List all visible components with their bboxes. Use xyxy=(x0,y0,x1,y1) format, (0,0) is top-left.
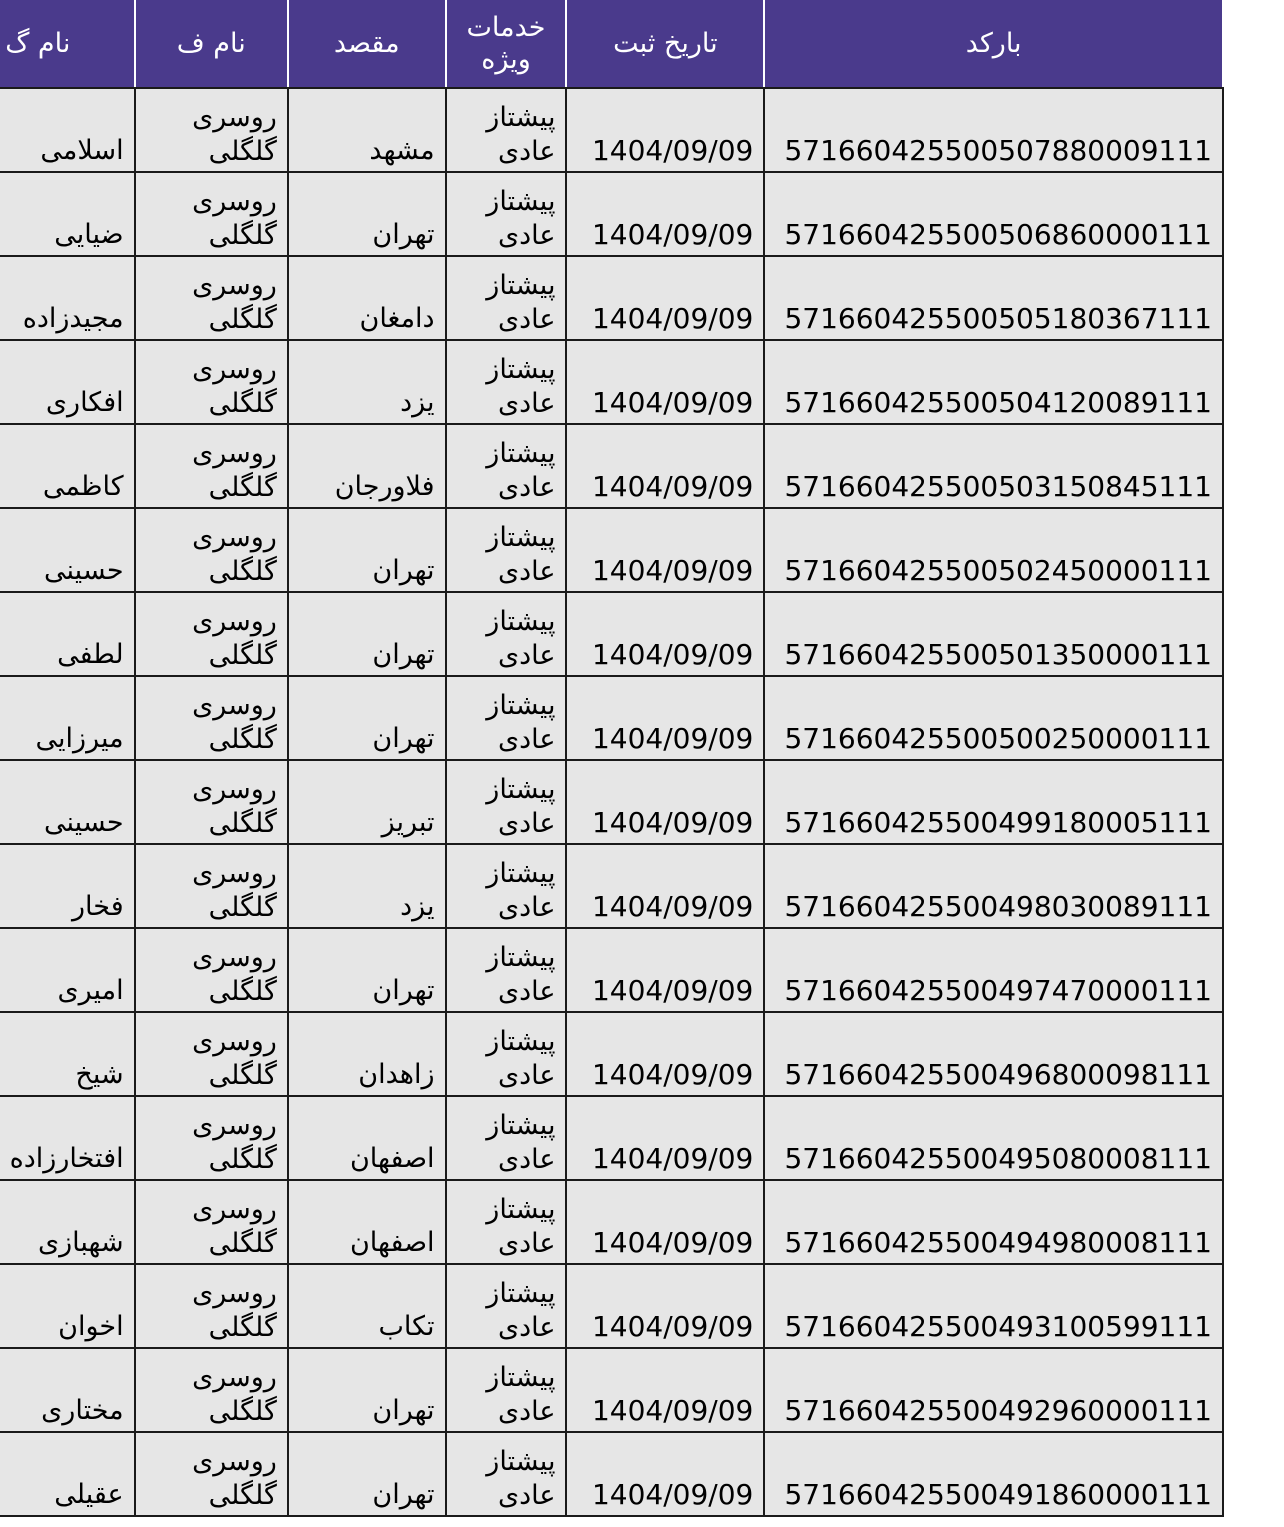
last-name-cell[interactable]: میرزایی xyxy=(0,676,135,760)
first-name-line: روسری xyxy=(192,1194,277,1225)
service-line: پیشتاز xyxy=(486,1194,556,1225)
first-name-line: گلگلی xyxy=(208,304,277,335)
barcode-cell[interactable]: 571660425500491860000111 xyxy=(764,1432,1223,1516)
destination-cell[interactable]: زاهدان xyxy=(288,1012,446,1096)
service-line: پیشتاز xyxy=(486,942,556,973)
first-name-line: گلگلی xyxy=(208,640,277,671)
service-cell[interactable] xyxy=(446,1096,567,1180)
header-first-name[interactable]: نام ف xyxy=(135,0,288,88)
service-cell[interactable] xyxy=(446,1180,567,1264)
first-name-line: گلگلی xyxy=(208,1396,277,1427)
table-row xyxy=(0,676,1223,760)
first-name-cell[interactable] xyxy=(135,1180,288,1264)
service-line: عادی xyxy=(497,892,556,923)
service-line: پیشتاز xyxy=(486,858,556,889)
table-row xyxy=(0,1096,1223,1180)
date-cell[interactable]: 1404/09/09 xyxy=(566,508,764,592)
last-name-cell[interactable]: امیری xyxy=(0,928,135,1012)
last-name-cell[interactable]: شهبازی xyxy=(0,1180,135,1264)
destination-cell[interactable]: تکاب xyxy=(288,1264,446,1348)
date-cell[interactable]: 1404/09/09 xyxy=(566,760,764,844)
first-name-cell[interactable] xyxy=(135,592,288,676)
first-name-line: روسری xyxy=(192,858,277,889)
service-line: پیشتاز xyxy=(486,354,556,385)
destination-cell[interactable]: یزد xyxy=(288,340,446,424)
date-cell[interactable]: 1404/09/09 xyxy=(566,592,764,676)
service-line: پیشتاز xyxy=(486,690,556,721)
barcode-cell[interactable]: 571660425500497470000111 xyxy=(764,928,1223,1012)
destination-cell[interactable]: تهران xyxy=(288,592,446,676)
service-line: پیشتاز xyxy=(486,522,556,553)
service-cell[interactable] xyxy=(446,928,567,1012)
date-cell[interactable]: 1404/09/09 xyxy=(566,844,764,928)
service-line: عادی xyxy=(497,1228,556,1259)
first-name-line: روسری xyxy=(192,522,277,553)
first-name-line: روسری xyxy=(192,270,277,301)
first-name-cell[interactable] xyxy=(135,1096,288,1180)
date-cell[interactable]: 1404/09/09 xyxy=(566,1264,764,1348)
last-name-cell[interactable]: عقیلی xyxy=(0,1432,135,1516)
first-name-line: گلگلی xyxy=(208,724,277,755)
service-cell[interactable] xyxy=(446,844,567,928)
destination-cell[interactable]: تهران xyxy=(288,508,446,592)
first-name-line: روسری xyxy=(192,1362,277,1393)
first-name-line: روسری xyxy=(192,1278,277,1309)
barcode-cell[interactable]: 571660425500503150845111 xyxy=(764,424,1223,508)
header-last-name[interactable]: نام گ xyxy=(0,0,135,88)
service-line: عادی xyxy=(497,808,556,839)
table-row xyxy=(0,1432,1223,1516)
last-name-cell[interactable]: حسینی xyxy=(0,508,135,592)
last-name-cell[interactable]: مختاری xyxy=(0,1348,135,1432)
first-name-line: گلگلی xyxy=(208,1480,277,1511)
first-name-line: گلگلی xyxy=(208,1228,277,1259)
destination-cell[interactable]: تهران xyxy=(288,172,446,256)
barcode-cell[interactable]: 571660425500501350000111 xyxy=(764,592,1223,676)
last-name-cell[interactable]: اسلامی xyxy=(0,88,135,172)
service-line: عادی xyxy=(497,388,556,419)
last-name-cell[interactable]: لطفی xyxy=(0,592,135,676)
first-name-line: روسری xyxy=(192,438,277,469)
destination-cell[interactable]: اصفهان xyxy=(288,1180,446,1264)
first-name-line: روسری xyxy=(192,1026,277,1057)
date-cell[interactable]: 1404/09/09 xyxy=(566,88,764,172)
first-name-line: گلگلی xyxy=(208,220,277,251)
service-line: پیشتاز xyxy=(486,774,556,805)
first-name-line: روسری xyxy=(192,942,277,973)
date-cell[interactable]: 1404/09/09 xyxy=(566,676,764,760)
header-row xyxy=(0,0,1223,88)
last-name-cell[interactable]: حسینی xyxy=(0,760,135,844)
destination-cell[interactable]: اصفهان xyxy=(288,1096,446,1180)
first-name-line: روسری xyxy=(192,1110,277,1141)
first-name-line: گلگلی xyxy=(208,556,277,587)
service-line: عادی xyxy=(497,304,556,335)
first-name-cell[interactable] xyxy=(135,676,288,760)
table-row xyxy=(0,256,1223,340)
first-name-line: گلگلی xyxy=(208,136,277,167)
service-line: پیشتاز xyxy=(486,606,556,637)
table-row xyxy=(0,592,1223,676)
barcode-cell[interactable]: 571660425500496800098111 xyxy=(764,1012,1223,1096)
header-special-services[interactable]: خدمات ویژه xyxy=(446,0,567,88)
service-cell[interactable] xyxy=(446,1012,567,1096)
table-row xyxy=(0,1180,1223,1264)
service-cell[interactable] xyxy=(446,340,567,424)
date-cell[interactable]: 1404/09/09 xyxy=(566,256,764,340)
first-name-cell[interactable] xyxy=(135,844,288,928)
last-name-cell[interactable]: شیخ xyxy=(0,1012,135,1096)
service-line: عادی xyxy=(497,472,556,503)
service-cell[interactable] xyxy=(446,760,567,844)
service-line: عادی xyxy=(497,556,556,587)
barcode-cell[interactable]: 571660425500494980008111 xyxy=(764,1180,1223,1264)
first-name-cell[interactable] xyxy=(135,928,288,1012)
destination-cell[interactable]: یزد xyxy=(288,844,446,928)
barcode-cell[interactable]: 571660425500502450000111 xyxy=(764,508,1223,592)
first-name-line: گلگلی xyxy=(208,1060,277,1091)
first-name-line: گلگلی xyxy=(208,1144,277,1175)
date-cell[interactable]: 1404/09/09 xyxy=(566,1012,764,1096)
service-cell[interactable] xyxy=(446,172,567,256)
service-line: پیشتاز xyxy=(486,1110,556,1141)
destination-cell[interactable]: تهران xyxy=(288,928,446,1012)
destination-cell[interactable]: تهران xyxy=(288,1348,446,1432)
barcode-cell[interactable]: 571660425500506860000111 xyxy=(764,172,1223,256)
service-line: پیشتاز xyxy=(486,1362,556,1393)
service-line: عادی xyxy=(497,1396,556,1427)
service-line: عادی xyxy=(497,220,556,251)
date-cell[interactable]: 1404/09/09 xyxy=(566,424,764,508)
barcode-cell[interactable]: 571660425500507880009111 xyxy=(764,88,1223,172)
service-cell[interactable] xyxy=(446,592,567,676)
table-row xyxy=(0,844,1223,928)
table-row xyxy=(0,340,1223,424)
first-name-cell[interactable] xyxy=(135,1012,288,1096)
last-name-cell[interactable]: افتخارزاده xyxy=(0,1096,135,1180)
service-cell[interactable] xyxy=(446,424,567,508)
date-cell[interactable]: 1404/09/09 xyxy=(566,1096,764,1180)
first-name-line: روسری xyxy=(192,1446,277,1477)
service-line: عادی xyxy=(497,1312,556,1343)
barcode-cell[interactable]: 571660425500500250000111 xyxy=(764,676,1223,760)
first-name-cell[interactable] xyxy=(135,1432,288,1516)
service-cell[interactable] xyxy=(446,1432,567,1516)
date-cell[interactable]: 1404/09/09 xyxy=(566,928,764,1012)
last-name-cell[interactable]: ضیایی xyxy=(0,172,135,256)
barcode-cell[interactable]: 571660425500498030089111 xyxy=(764,844,1223,928)
first-name-cell[interactable] xyxy=(135,340,288,424)
service-line: پیشتاز xyxy=(486,1446,556,1477)
table-row xyxy=(0,424,1223,508)
header-barcode[interactable]: بارکد xyxy=(764,0,1223,88)
table-row xyxy=(0,928,1223,1012)
service-cell[interactable] xyxy=(446,676,567,760)
destination-cell[interactable]: تهران xyxy=(288,1432,446,1516)
first-name-line: روسری xyxy=(192,606,277,637)
date-cell[interactable]: 1404/09/09 xyxy=(566,1348,764,1432)
service-line: پیشتاز xyxy=(486,186,556,217)
service-line: پیشتاز xyxy=(486,102,556,133)
barcode-cell[interactable]: 571660425500504120089111 xyxy=(764,340,1223,424)
table-row xyxy=(0,508,1223,592)
destination-cell[interactable]: مشهد xyxy=(288,88,446,172)
header-reg-date[interactable]: تاریخ ثبت xyxy=(566,0,764,88)
table-row xyxy=(0,760,1223,844)
last-name-cell[interactable]: اخوان xyxy=(0,1264,135,1348)
first-name-line: گلگلی xyxy=(208,1312,277,1343)
table-row xyxy=(0,1348,1223,1432)
service-cell[interactable] xyxy=(446,1264,567,1348)
barcode-cell[interactable]: 571660425500493100599111 xyxy=(764,1264,1223,1348)
last-name-cell[interactable]: فخار xyxy=(0,844,135,928)
first-name-cell[interactable] xyxy=(135,1264,288,1348)
table-row xyxy=(0,1012,1223,1096)
first-name-line: گلگلی xyxy=(208,976,277,1007)
table-row xyxy=(0,1264,1223,1348)
service-line: عادی xyxy=(497,640,556,671)
first-name-line: گلگلی xyxy=(208,808,277,839)
first-name-line: روسری xyxy=(192,186,277,217)
date-cell[interactable]: 1404/09/09 xyxy=(566,1180,764,1264)
first-name-cell[interactable] xyxy=(135,1348,288,1432)
first-name-line: گلگلی xyxy=(208,892,277,923)
first-name-line: روسری xyxy=(192,102,277,133)
destination-cell[interactable]: دامغان xyxy=(288,256,446,340)
header-destination[interactable]: مقصد xyxy=(288,0,446,88)
service-line: پیشتاز xyxy=(486,1278,556,1309)
service-line: عادی xyxy=(497,976,556,1007)
last-name-cell[interactable]: افکاری xyxy=(0,340,135,424)
last-name-cell[interactable]: کاظمی xyxy=(0,424,135,508)
service-line: عادی xyxy=(497,1480,556,1511)
destination-cell[interactable]: فلاورجان xyxy=(288,424,446,508)
service-cell[interactable] xyxy=(446,88,567,172)
barcode-cell[interactable]: 571660425500505180367111 xyxy=(764,256,1223,340)
last-name-cell[interactable]: مجیدزاده xyxy=(0,256,135,340)
service-line: عادی xyxy=(497,1144,556,1175)
barcode-cell[interactable]: 571660425500495080008111 xyxy=(764,1096,1223,1180)
service-line: پیشتاز xyxy=(486,1026,556,1057)
date-cell[interactable]: 1404/09/09 xyxy=(566,1432,764,1516)
table-row xyxy=(0,172,1223,256)
first-name-cell[interactable] xyxy=(135,172,288,256)
service-line: پیشتاز xyxy=(486,270,556,301)
service-cell[interactable] xyxy=(446,256,567,340)
service-cell[interactable] xyxy=(446,508,567,592)
barcode-cell[interactable]: 571660425500499180005111 xyxy=(764,760,1223,844)
service-line: عادی xyxy=(497,1060,556,1091)
barcode-cell[interactable]: 571660425500492960000111 xyxy=(764,1348,1223,1432)
first-name-line: روسری xyxy=(192,690,277,721)
date-cell[interactable]: 1404/09/09 xyxy=(566,340,764,424)
table-row xyxy=(0,88,1223,172)
first-name-line: روسری xyxy=(192,354,277,385)
first-name-cell[interactable] xyxy=(135,88,288,172)
first-name-line: روسری xyxy=(192,774,277,805)
destination-cell[interactable]: تبریز xyxy=(288,760,446,844)
service-line: عادی xyxy=(497,136,556,167)
first-name-line: گلگلی xyxy=(208,472,277,503)
first-name-cell[interactable] xyxy=(135,256,288,340)
first-name-cell[interactable] xyxy=(135,760,288,844)
first-name-cell[interactable] xyxy=(135,424,288,508)
date-cell[interactable]: 1404/09/09 xyxy=(566,172,764,256)
destination-cell[interactable]: تهران xyxy=(288,676,446,760)
service-line: عادی xyxy=(497,724,556,755)
first-name-line: گلگلی xyxy=(208,388,277,419)
service-line: پیشتاز xyxy=(486,438,556,469)
first-name-cell[interactable] xyxy=(135,508,288,592)
service-cell[interactable] xyxy=(446,1348,567,1432)
